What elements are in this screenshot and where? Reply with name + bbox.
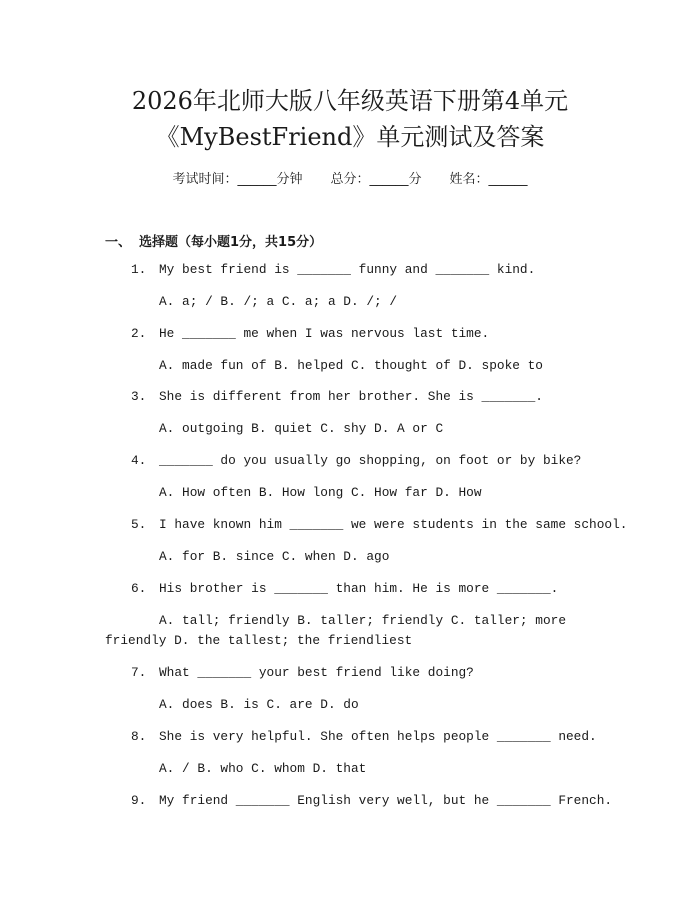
question-4-options: A. How often B. How long C. How far D. How xyxy=(159,485,482,500)
question-7-options: A. does B. is C. are D. do xyxy=(159,697,359,712)
exam-info xyxy=(0,168,700,187)
question-number: 5. xyxy=(131,517,147,532)
question-4 xyxy=(131,453,581,469)
question-number: 3. xyxy=(131,389,147,404)
question-5 xyxy=(131,517,627,533)
question-text: His brother is _______ than him. He is more _______. xyxy=(159,581,559,596)
section-heading xyxy=(105,231,322,250)
document-title-line-1: 2026年北师大版八年级英语下册第4单元 xyxy=(131,87,569,115)
question-1-options: A. a; / B. /; a C. a; a D. /; / xyxy=(159,294,398,309)
question-7 xyxy=(131,665,474,681)
question-number: 6. xyxy=(131,581,147,596)
question-text: He _______ me when I was nervous last time. xyxy=(159,326,490,341)
question-text: I have known him _______ we were students in the same school. xyxy=(159,517,628,532)
total-score-field: 总分：______分 xyxy=(330,172,422,187)
question-number: 7. xyxy=(131,665,147,680)
question-3-options: A. outgoing B. quiet C. shy D. A or C xyxy=(159,421,444,436)
question-text: My friend _______ English very well, but he _______ French. xyxy=(159,793,613,808)
question-number: 2. xyxy=(131,326,147,341)
section-label: 选择题（每小题1分，共15分） xyxy=(139,235,323,250)
question-1 xyxy=(131,262,535,278)
question-2 xyxy=(131,326,489,342)
question-number: 9. xyxy=(131,793,147,808)
question-6 xyxy=(131,581,558,597)
question-3 xyxy=(131,389,543,405)
student-name-field: 姓名：______ xyxy=(449,172,528,187)
exam-time-field: 考试时间：______分钟 xyxy=(172,172,303,187)
question-9 xyxy=(131,793,612,809)
document-title-line-2: 《MyBestFriend》单元测试及答案 xyxy=(155,123,545,151)
question-text: My best friend is _______ funny and _______ kind. xyxy=(159,262,536,277)
question-8 xyxy=(131,729,597,745)
question-5-options: A. for B. since C. when D. ago xyxy=(159,549,390,564)
question-8-options: A. / B. who C. whom D. that xyxy=(159,761,367,776)
question-number: 8. xyxy=(131,729,147,744)
question-text: _______ do you usually go shopping, on foot or by bike? xyxy=(159,453,582,468)
question-2-options: A. made fun of B. helped C. thought of D. spoke to xyxy=(159,358,543,373)
section-number: 一、 xyxy=(105,235,132,250)
question-text: She is different from her brother. She is _______. xyxy=(159,389,543,404)
question-6-options: A. tall; friendly B. taller; friendly C. taller; more friendly D. the tallest; the friendliest xyxy=(105,613,567,648)
question-number: 4. xyxy=(131,453,147,468)
question-text: What _______ your best friend like doing? xyxy=(159,665,474,680)
question-number: 1. xyxy=(131,262,147,277)
question-text: She is very helpful. She often helps people _______ need. xyxy=(159,729,597,744)
